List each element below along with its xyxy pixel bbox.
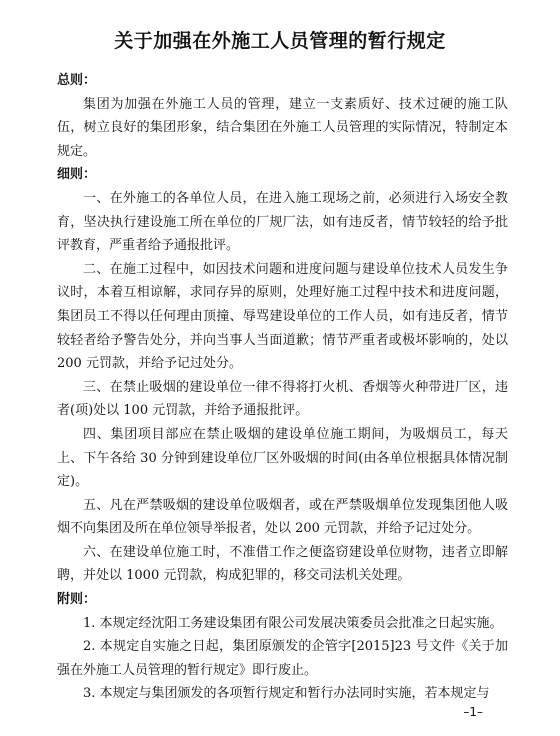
- paragraph: 集团为加强在外施工人员的管理，建立一支素质好、技术过硬的施工队伍，树立良好的集团形象，结合集团在外施工人员管理的实际情况，特制定本规定。: [57, 96, 508, 159]
- paragraph: 一、在外施工的各单位人员，在进入施工现场之前，必须进行入场安全教育，坚决执行建设施工所在单位的厂规厂法，如有违反者，情节较轻的给予批评教育，严重者给予通报批评。: [57, 190, 508, 254]
- paragraph: 五、凡在严禁吸烟的建设单位吸烟者，或在严禁吸烟单位发现集团他人吸烟不向集团及所在单位领导举报者，处以 200 元罚款，并给予记过处分。: [57, 497, 508, 537]
- document-body: [57, 69, 508, 706]
- paragraph: 3. 本规定与集团颁发的各项暂行规定和暂行办法同时实施，若本规定与: [83, 686, 490, 702]
- document-title: 关于加强在外施工人员管理的暂行规定: [114, 30, 446, 52]
- section-heading-general: 总则：: [57, 73, 97, 88]
- paragraph: 2. 本规定自实施之日起，集团原颁发的企管字[2015]23 号文件《关于加强在外施工人员管理的暂行规定》即行废止。: [57, 639, 508, 678]
- paragraph: 1. 本规定经沈阳工务建设集团有限公司发展决策委员会批准之日起实施。: [83, 615, 503, 631]
- paragraph: 六、在建设单位施工时，不准借工作之便盗窃建设单位财物，违者立即解聘，并处以 1000 元罚款，构成犯罪的，移交司法机关处理。: [57, 544, 508, 584]
- page-number: –1–: [463, 705, 483, 719]
- paragraph: 二、在施工过程中，如因技术问题和进度问题与建设单位技术人员发生争议时，本着互相谅解，求同存异的原则，处理好施工过程中技术和进度问题，集团员工不得以任何理由顶撞、辱骂建设单位的工作人员，如有违反者，情节较轻者给予警告处分，并向当事人当面道歉；情节严重者或极坏影响的，处以 200 元罚款，并给予记过处分。: [57, 261, 508, 372]
- paragraph: 四、集团项目部应在禁止吸烟的建设单位施工期间，为吸烟员工，每天上、下午各给 30 分钟到建设单位厂区外吸烟的时间(由各单位根据具体情况制定)。: [57, 426, 508, 490]
- section-heading-supplementary: 附则：: [57, 592, 97, 608]
- section-heading-details: 细则：: [57, 167, 97, 183]
- paragraph: 三、在禁止吸烟的建设单位一律不得将打火机、香烟等火种带进厂区，违者(项)处以 100 元罚款，并给予通报批评。: [57, 379, 508, 419]
